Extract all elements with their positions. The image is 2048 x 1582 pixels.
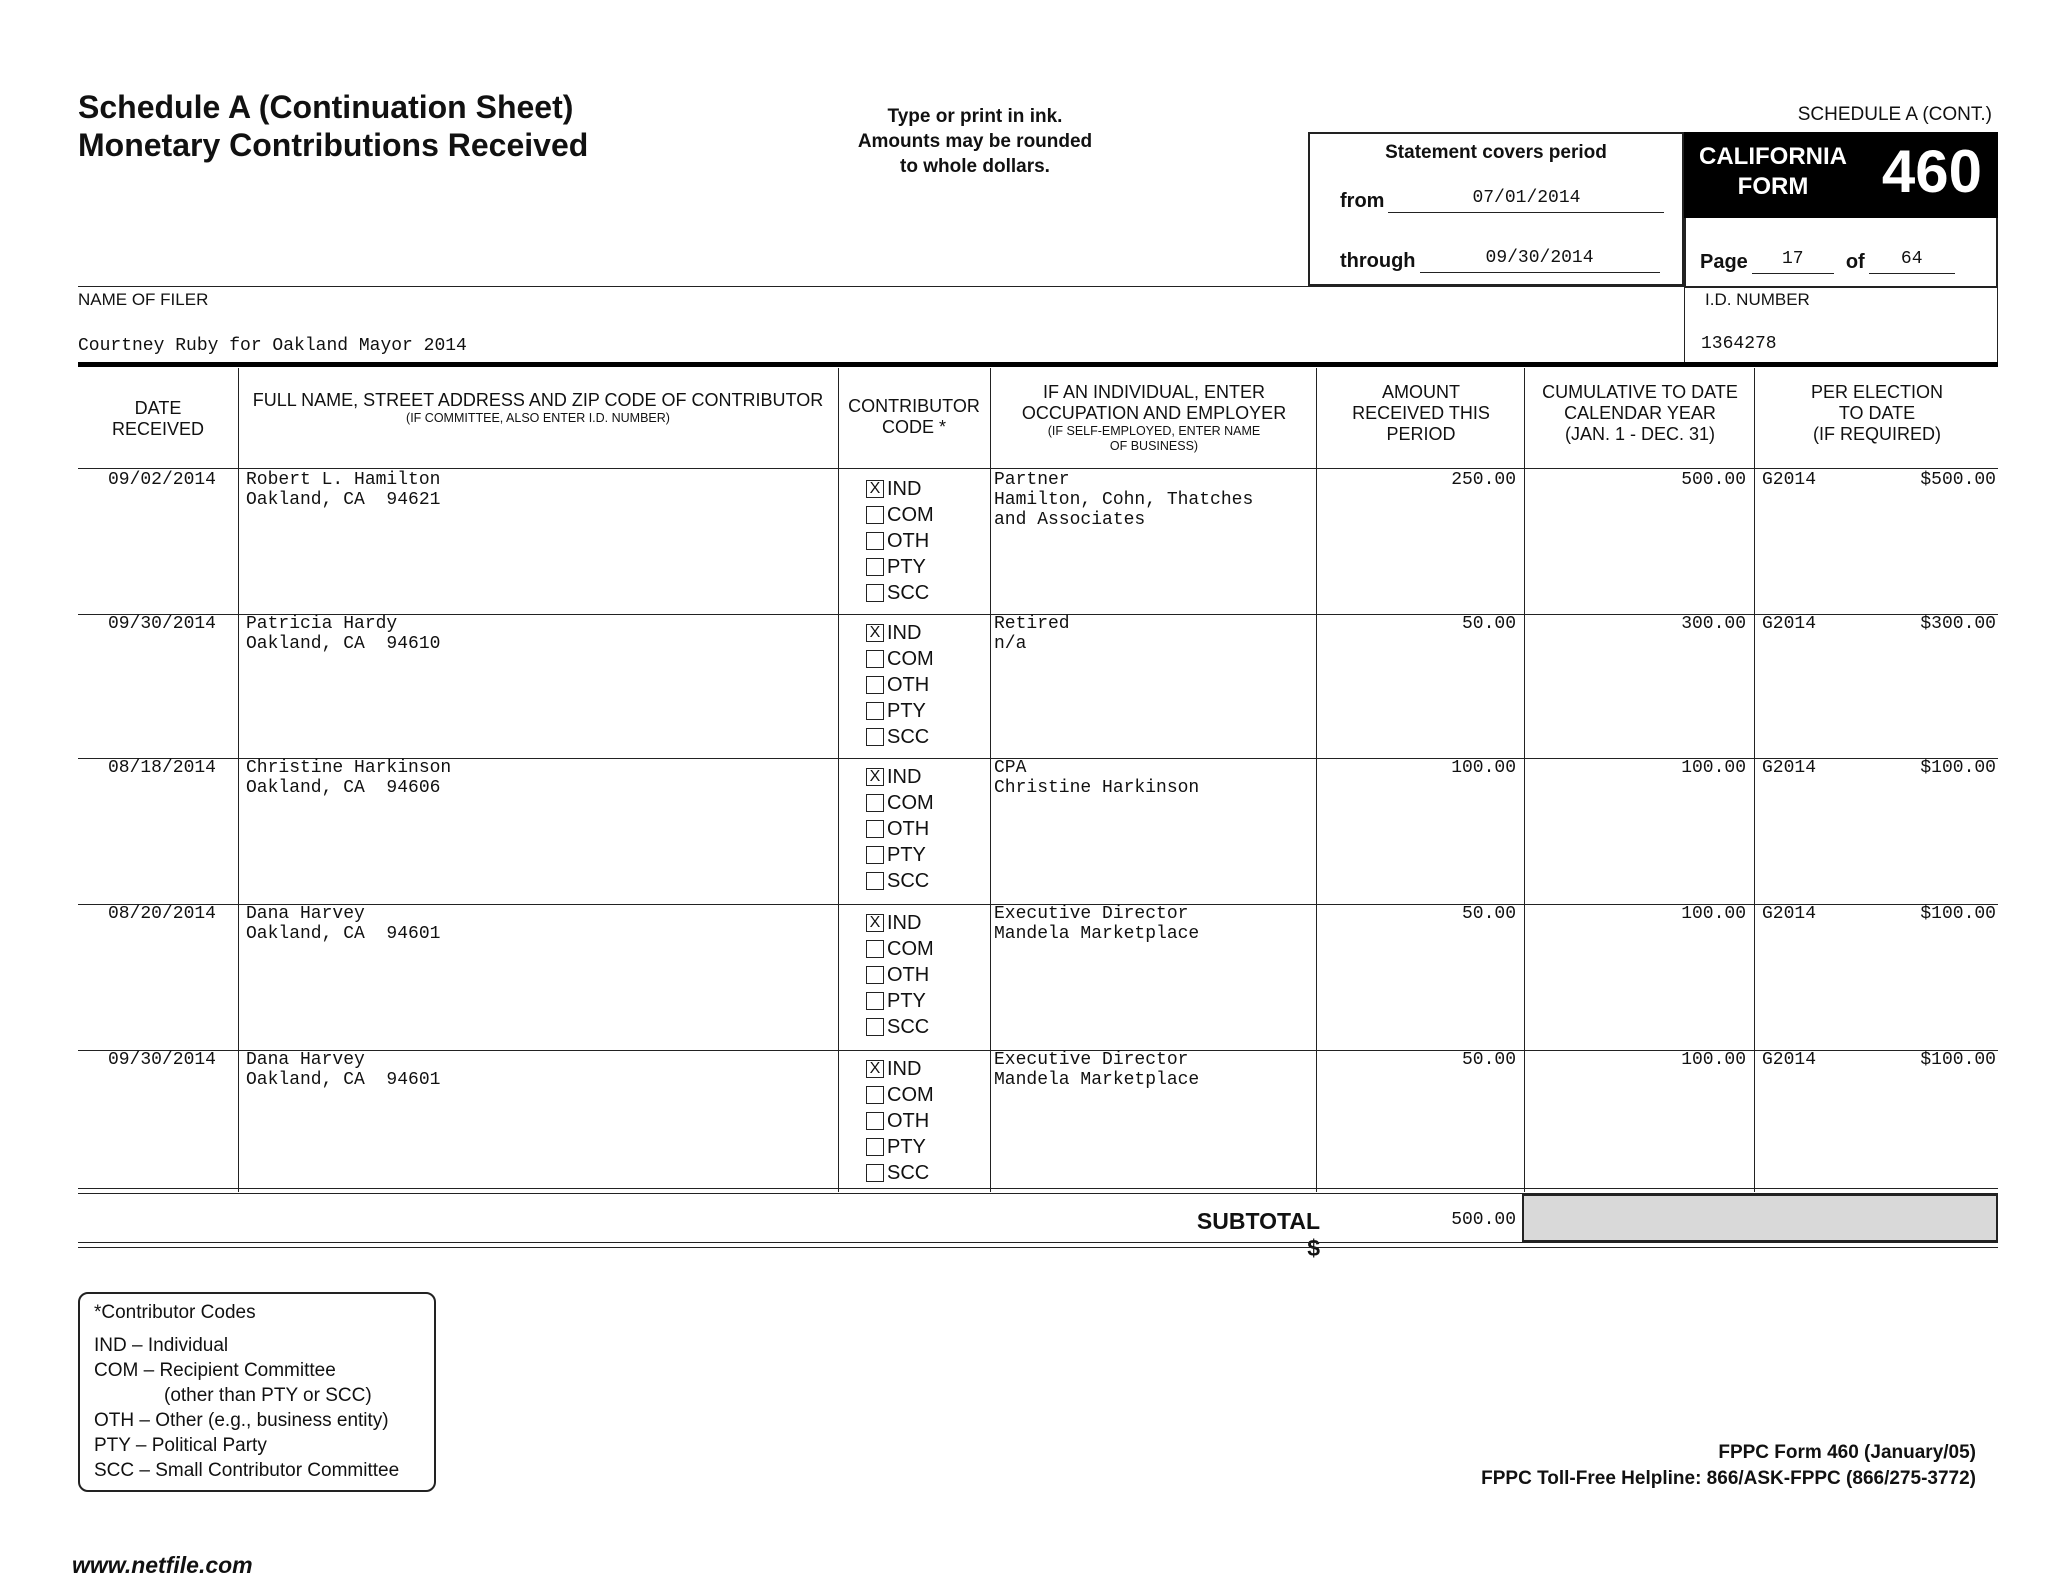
per-election-to-date[interactable]: $100.00 [1920, 904, 1996, 924]
title-line-1: Schedule A (Continuation Sheet) [78, 89, 574, 125]
per-election-to-date[interactable]: $100.00 [1920, 758, 1996, 778]
employer[interactable]: Mandela Marketplace [994, 924, 1200, 944]
legend-pty: PTY – Political Party [94, 1435, 267, 1456]
col-code-line-2: CODE * [881, 417, 946, 437]
amount-received[interactable]: 50.00 [1461, 1050, 1516, 1070]
statement-period-box [1308, 132, 1684, 286]
header-bottom-rule [78, 468, 1998, 469]
subtotal-rule [78, 1188, 1998, 1189]
checkbox-label: COM [887, 938, 934, 960]
from-field[interactable]: 07/01/2014 [1388, 186, 1664, 213]
code-option-ind [866, 1056, 934, 1082]
employer[interactable]: Hamilton, Cohn, Thatches [994, 490, 1254, 510]
legend-com: COM – Recipient Committee [94, 1360, 336, 1381]
california-form-badge [1684, 132, 1998, 218]
checkbox-label: OTH [887, 1110, 930, 1132]
subtotal-rule [78, 1242, 1998, 1243]
checkbox-oth[interactable] [866, 532, 884, 550]
of-label: of [1845, 251, 1865, 273]
checkbox-label: PTY [887, 700, 926, 722]
election-code[interactable]: G2014 [1762, 758, 1817, 778]
through-label: through [1340, 250, 1416, 272]
checkbox-label: OTH [887, 964, 930, 986]
occupation[interactable]: CPA [994, 758, 1027, 778]
col-amt-line-3: PERIOD [1386, 424, 1456, 444]
code-option-oth [866, 962, 934, 988]
contributor-codes-legend [78, 1292, 436, 1492]
contributor-name[interactable]: Patricia Hardy [246, 614, 398, 634]
contributor-name[interactable]: Robert L. Hamilton [246, 470, 441, 490]
checkbox-oth[interactable] [866, 820, 884, 838]
col-cumulative [1526, 382, 1754, 445]
checkbox-label: PTY [887, 556, 926, 578]
code-option-oth [866, 528, 934, 554]
checkbox-label: IND [887, 1058, 922, 1080]
col-divider [838, 368, 839, 1192]
col-amt-line-1: AMOUNT [1382, 382, 1460, 402]
checkbox-label: OTH [887, 818, 930, 840]
code-option-com [866, 502, 934, 528]
checkbox-ind[interactable]: X [866, 480, 884, 498]
checkbox-scc[interactable] [866, 728, 884, 746]
col-cum-line-1: CUMULATIVE TO DATE [1542, 382, 1738, 402]
code-option-pty [866, 1134, 934, 1160]
legend-title: *Contributor Codes [94, 1302, 256, 1323]
instructions [820, 104, 1130, 179]
amount-received[interactable]: 100.00 [1451, 758, 1516, 778]
cumulative-to-date[interactable]: 300.00 [1681, 614, 1746, 634]
checkbox-label: SCC [887, 1162, 930, 1184]
col-amt-line-2: RECEIVED THIS [1352, 403, 1490, 423]
website-link[interactable]: www.netfile.com [72, 1552, 253, 1578]
col-occ-line-1: IF AN INDIVIDUAL, ENTER [1042, 382, 1266, 402]
filer-name-label: NAME OF FILER [78, 290, 209, 309]
date-received[interactable]: 08/20/2014 [107, 904, 216, 924]
date-received[interactable]: 08/18/2014 [107, 758, 216, 778]
id-number-value[interactable]: 1364278 [1701, 334, 1777, 354]
contributor-address[interactable]: Oakland, CA 94601 [246, 924, 441, 944]
from-label: from [1340, 190, 1385, 212]
legend-oth: OTH – Other (e.g., business entity) [94, 1410, 389, 1431]
code-option-scc [866, 1014, 934, 1040]
col-code-line-1: CONTRIBUTOR [848, 396, 980, 416]
checkbox-label: OTH [887, 674, 930, 696]
election-code[interactable]: G2014 [1762, 904, 1817, 924]
checkbox-com[interactable] [866, 940, 884, 958]
contributor-code-options [866, 910, 934, 1040]
col-occ-line-2: OCCUPATION AND EMPLOYER [1021, 403, 1287, 423]
col-occupation-employer [992, 382, 1316, 454]
checkbox-label: OTH [887, 530, 930, 552]
id-number-label: I.D. NUMBER [1705, 290, 1810, 309]
checkbox-pty[interactable] [866, 992, 884, 1010]
checkbox-label: SCC [887, 870, 930, 892]
election-code[interactable]: G2014 [1762, 614, 1817, 634]
col-date-line-1: DATE [134, 398, 182, 418]
checkbox-label: IND [887, 912, 922, 934]
date-received[interactable]: 09/02/2014 [107, 470, 216, 490]
col-contributor-line-2: (IF COMMITTEE, ALSO ENTER I.D. NUMBER) [406, 411, 670, 425]
code-option-com [866, 790, 934, 816]
checkbox-pty[interactable] [866, 846, 884, 864]
legend-scc: SCC – Small Contributor Committee [94, 1460, 400, 1481]
contributor-address[interactable]: Oakland, CA 94610 [246, 634, 441, 654]
checkbox-label: PTY [887, 844, 926, 866]
form-label: FORM [1737, 173, 1809, 200]
checkbox-label: COM [887, 648, 934, 670]
contributor-code-options [866, 764, 934, 894]
contributor-name[interactable]: Dana Harvey [246, 904, 365, 924]
code-option-oth [866, 816, 934, 842]
col-occ-line-4: OF BUSINESS) [1109, 439, 1199, 453]
checkbox-ind[interactable]: X [866, 624, 884, 642]
legend-com-note: (other than PTY or SCC) [164, 1385, 372, 1406]
id-number-cell [1684, 286, 1998, 364]
code-option-pty [866, 554, 934, 580]
election-code[interactable]: G2014 [1762, 470, 1817, 490]
checkbox-com[interactable] [866, 794, 884, 812]
occupation[interactable]: Executive Director [994, 1050, 1189, 1070]
fppc-footer [1481, 1440, 1976, 1492]
schedule-cont-label: SCHEDULE A (CONT.) [1797, 104, 1992, 125]
date-received[interactable]: 09/30/2014 [107, 1050, 216, 1070]
per-election-to-date[interactable]: $100.00 [1920, 1050, 1996, 1070]
amount-received[interactable]: 50.00 [1461, 614, 1516, 634]
cumulative-to-date[interactable]: 500.00 [1681, 470, 1746, 490]
col-contributor-code [838, 396, 990, 438]
code-option-com [866, 1082, 934, 1108]
instructions-line-1: Type or print in ink. [887, 106, 1063, 127]
checkbox-scc[interactable] [866, 584, 884, 602]
code-option-ind [866, 620, 934, 646]
checkbox-label: IND [887, 478, 922, 500]
code-option-scc [866, 580, 934, 606]
checkbox-pty[interactable] [866, 558, 884, 576]
form-title [78, 88, 588, 164]
period-title: Statement covers period [1385, 142, 1607, 163]
page-row [1700, 247, 1955, 274]
col-cum-line-2: CALENDAR YEAR [1564, 403, 1716, 423]
code-option-com [866, 646, 934, 672]
checkbox-scc[interactable] [866, 1164, 884, 1182]
checkbox-label: PTY [887, 1136, 926, 1158]
checkbox-label: SCC [887, 1016, 930, 1038]
occupation[interactable]: Retired [994, 614, 1070, 634]
page-box [1684, 218, 1998, 288]
code-option-pty [866, 988, 934, 1014]
checkbox-ind[interactable]: X [866, 1060, 884, 1078]
checkbox-scc[interactable] [866, 872, 884, 890]
employer-continued[interactable]: and Associates [994, 510, 1146, 530]
contributor-code-options [866, 476, 934, 606]
amount-received[interactable]: 50.00 [1461, 904, 1516, 924]
col-divider [1524, 368, 1525, 1192]
subtotal-shaded-box [1522, 1194, 1998, 1242]
col-divider [238, 368, 239, 1192]
code-option-pty [866, 698, 934, 724]
form-number: 460 [1881, 138, 1982, 205]
code-option-oth [866, 1108, 934, 1134]
contributor-address[interactable]: Oakland, CA 94601 [246, 1070, 441, 1090]
col-date-line-2: RECEIVED [111, 419, 205, 439]
occupation[interactable]: Executive Director [994, 904, 1189, 924]
code-option-com [866, 936, 934, 962]
title-line-2: Monetary Contributions Received [78, 127, 589, 163]
cumulative-to-date[interactable]: 100.00 [1681, 904, 1746, 924]
checkbox-ind[interactable]: X [866, 914, 884, 932]
checkbox-label: COM [887, 792, 934, 814]
date-received[interactable]: 09/30/2014 [107, 614, 216, 634]
of-field[interactable]: 64 [1869, 247, 1955, 274]
checkbox-oth[interactable] [866, 676, 884, 694]
checkbox-label: SCC [887, 582, 930, 604]
employer[interactable]: Mandela Marketplace [994, 1070, 1200, 1090]
col-divider [990, 368, 991, 1192]
contributor-name[interactable]: Christine Harkinson [246, 758, 452, 778]
cumulative-to-date[interactable]: 100.00 [1681, 1050, 1746, 1070]
cumulative-to-date[interactable]: 100.00 [1681, 758, 1746, 778]
code-option-scc [866, 724, 934, 750]
checkbox-ind[interactable]: X [866, 768, 884, 786]
page-label: Page [1700, 251, 1748, 273]
checkbox-pty[interactable] [866, 1138, 884, 1156]
checkbox-scc[interactable] [866, 1018, 884, 1036]
code-option-pty [866, 842, 934, 868]
col-cum-line-3: (JAN. 1 - DEC. 31) [1564, 424, 1716, 444]
filer-name-value[interactable]: Courtney Ruby for Oakland Mayor 2014 [78, 336, 467, 356]
code-option-oth [866, 672, 934, 698]
col-per-line-2: TO DATE [1838, 403, 1916, 423]
header-thick-rule [78, 362, 1998, 367]
contributor-code-options [866, 620, 934, 750]
col-per-election [1756, 382, 1998, 445]
employer[interactable]: n/a [994, 634, 1027, 654]
california-form-label [1698, 142, 1848, 202]
election-code[interactable]: G2014 [1762, 1050, 1817, 1070]
checkbox-com[interactable] [866, 1086, 884, 1104]
col-date-received [78, 398, 238, 440]
from-row [1340, 186, 1664, 213]
checkbox-com[interactable] [866, 650, 884, 668]
subtotal-label: SUBTOTAL $ [1196, 1208, 1320, 1261]
col-divider [1316, 368, 1317, 1192]
fppc-helpline: FPPC Toll-Free Helpline: 866/ASK-FPPC (866/275-3772) [1481, 1468, 1976, 1489]
per-election-to-date[interactable]: $500.00 [1920, 470, 1996, 490]
subtotal-rule [78, 1247, 1998, 1248]
legend-ind: IND – Individual [94, 1335, 229, 1356]
contributor-code-options [866, 1056, 934, 1186]
contributor-name[interactable]: Dana Harvey [246, 1050, 365, 1070]
through-field[interactable]: 09/30/2014 [1420, 246, 1660, 273]
contributor-address[interactable]: Oakland, CA 94606 [246, 778, 441, 798]
col-per-line-1: PER ELECTION [1810, 382, 1944, 402]
contributor-address[interactable]: Oakland, CA 94621 [246, 490, 441, 510]
occupation[interactable]: Partner [994, 470, 1070, 490]
checkbox-label: IND [887, 622, 922, 644]
code-option-ind [866, 910, 934, 936]
instructions-line-2: Amounts may be rounded [857, 131, 1093, 152]
col-occ-line-3: (IF SELF-EMPLOYED, ENTER NAME [1047, 424, 1261, 438]
checkbox-label: COM [887, 504, 934, 526]
checkbox-label: SCC [887, 726, 930, 748]
fppc-form-id: FPPC Form 460 (January/05) [1718, 1442, 1976, 1463]
col-contributor [240, 390, 836, 426]
per-election-to-date[interactable]: $300.00 [1920, 614, 1996, 634]
checkbox-label: PTY [887, 990, 926, 1012]
col-per-line-3: (IF REQUIRED) [1813, 424, 1941, 444]
code-option-scc [866, 868, 934, 894]
code-option-ind [866, 764, 934, 790]
subtotal-value[interactable]: 500.00 [1451, 1210, 1516, 1230]
page-field[interactable]: 17 [1752, 247, 1834, 274]
checkbox-label: IND [887, 766, 922, 788]
amount-received[interactable]: 250.00 [1451, 470, 1516, 490]
checkbox-com[interactable] [866, 506, 884, 524]
checkbox-oth[interactable] [866, 966, 884, 984]
through-row [1340, 246, 1660, 273]
col-contributor-line-1: FULL NAME, STREET ADDRESS AND ZIP CODE OF CONTRIBUTOR [252, 390, 824, 410]
code-option-scc [866, 1160, 934, 1186]
instructions-line-3: to whole dollars. [900, 156, 1050, 177]
checkbox-oth[interactable] [866, 1112, 884, 1130]
california-label: CALIFORNIA [1699, 143, 1847, 170]
code-option-ind [866, 476, 934, 502]
col-amount-received [1318, 382, 1524, 445]
checkbox-pty[interactable] [866, 702, 884, 720]
employer[interactable]: Christine Harkinson [994, 778, 1200, 798]
col-divider [1754, 368, 1755, 1192]
checkbox-label: COM [887, 1084, 934, 1106]
